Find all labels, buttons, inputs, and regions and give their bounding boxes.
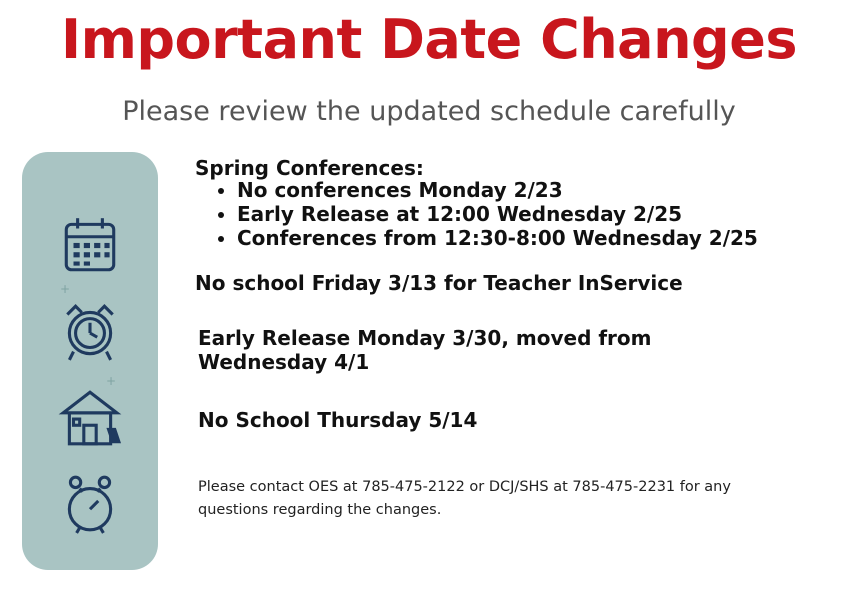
page-subtitle: Please review the updated schedule carefully	[122, 96, 736, 127]
sparkle-icon: +	[106, 374, 117, 388]
contact-note: Please contact OES at 785-475-2122 or DCJ/SHS at 785-475-2231 for any questions regarding the changes.	[198, 479, 731, 518]
page-title: Important Date Changes	[61, 8, 797, 71]
alarm-clock-icon	[22, 298, 158, 368]
list-item: • No conferences Monday 2/23	[237, 178, 758, 202]
early-release-notice: Early Release Monday 3/30, moved from Wednesday 4/1	[198, 326, 652, 374]
list-item: • Early Release at 12:00 Wednesday 2/25	[237, 202, 758, 226]
spring-conferences-list	[195, 178, 758, 250]
spring-conferences-title: Spring Conferences:	[195, 156, 424, 180]
school-icon	[22, 384, 158, 454]
icon-sidebar	[22, 152, 158, 570]
stopwatch-icon	[22, 470, 158, 540]
no-school-thursday: No School Thursday 5/14	[198, 408, 478, 432]
list-item: • Conferences from 12:30-8:00 Wednesday 2/25	[237, 226, 758, 250]
no-school-teacher-inservice: No school Friday 3/13 for Teacher InService	[195, 271, 683, 295]
calendar-icon	[22, 212, 158, 282]
sparkle-icon: +	[60, 282, 71, 296]
